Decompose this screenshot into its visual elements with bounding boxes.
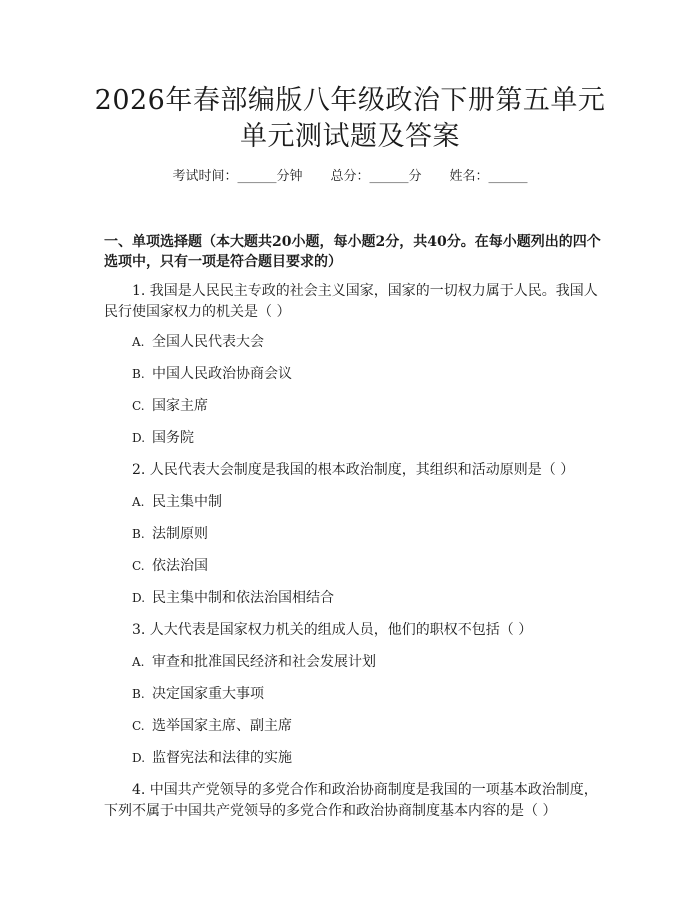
question-option — [132, 684, 264, 704]
exam-time-field: 考试时间：______分钟 — [172, 169, 303, 184]
section-heading: 一、单项选择题（本大题共20小题，每小题2分，共40分。在每小题列出的四个选项中，只有一项是符合题目要求的） — [104, 234, 601, 270]
question-stem: 3. 人大代表是国家权力机关的组成人员，他们的职权不包括（ ） — [132, 622, 533, 638]
option-text: 选举国家主席、副主席 — [152, 718, 292, 734]
question-option — [132, 716, 292, 736]
option-text: 民主集中制 — [152, 494, 222, 510]
option-text: 审查和批准国民经济和社会发展计划 — [152, 654, 376, 670]
option-text: 国家主席 — [152, 398, 208, 414]
question-option — [132, 652, 376, 672]
option-letter: C. — [132, 719, 145, 733]
option-letter: A. — [132, 335, 145, 349]
option-letter: B. — [132, 367, 145, 381]
question-option — [132, 492, 222, 512]
option-letter: A. — [132, 655, 145, 669]
question-option — [132, 396, 208, 416]
option-text: 监督宪法和法律的实施 — [152, 750, 292, 766]
question-option — [132, 748, 292, 768]
question-option — [132, 428, 194, 448]
option-letter: D. — [132, 591, 146, 605]
question-option — [132, 364, 292, 384]
option-text: 民主集中制和依法治国相结合 — [152, 590, 334, 606]
question-option — [132, 556, 208, 576]
option-text: 中国人民政治协商会议 — [152, 366, 292, 382]
option-text: 法制原则 — [152, 526, 208, 542]
option-letter: C. — [132, 399, 145, 413]
question-option — [132, 588, 334, 608]
option-letter: B. — [132, 687, 145, 701]
question-option — [132, 524, 208, 544]
option-letter: D. — [132, 751, 146, 765]
option-text: 全国人民代表大会 — [152, 334, 264, 350]
exam-meta-line — [0, 168, 700, 186]
option-text: 国务院 — [152, 430, 194, 446]
student-name-field: 姓名：______ — [449, 169, 528, 184]
option-letter: A. — [132, 495, 145, 509]
option-letter: D. — [132, 431, 146, 445]
option-letter: C. — [132, 559, 145, 573]
question-stem: 4. 中国共产党领导的多党合作和政治协商制度是我国的一项基本政治制度，下列不属于中国共产党领导的多党合作和政治协商制度基本内容的是（ ） — [104, 782, 598, 819]
question-stem: 1. 我国是人民民主专政的社会主义国家，国家的一切权力属于人民。我国人民行使国家权力的机关是（ ） — [104, 283, 598, 320]
option-text: 决定国家重大事项 — [152, 686, 264, 702]
question-stem: 2. 人民代表大会制度是我国的根本政治制度，其组织和活动原则是（ ） — [132, 462, 575, 478]
document-title: 2026年春部编版八年级政治下册第五单元单元测试题及答案 — [94, 85, 606, 152]
option-letter: B. — [132, 527, 145, 541]
question-option — [132, 332, 264, 352]
option-text: 依法治国 — [152, 558, 208, 574]
total-score-field: 总分：______分 — [330, 169, 422, 184]
